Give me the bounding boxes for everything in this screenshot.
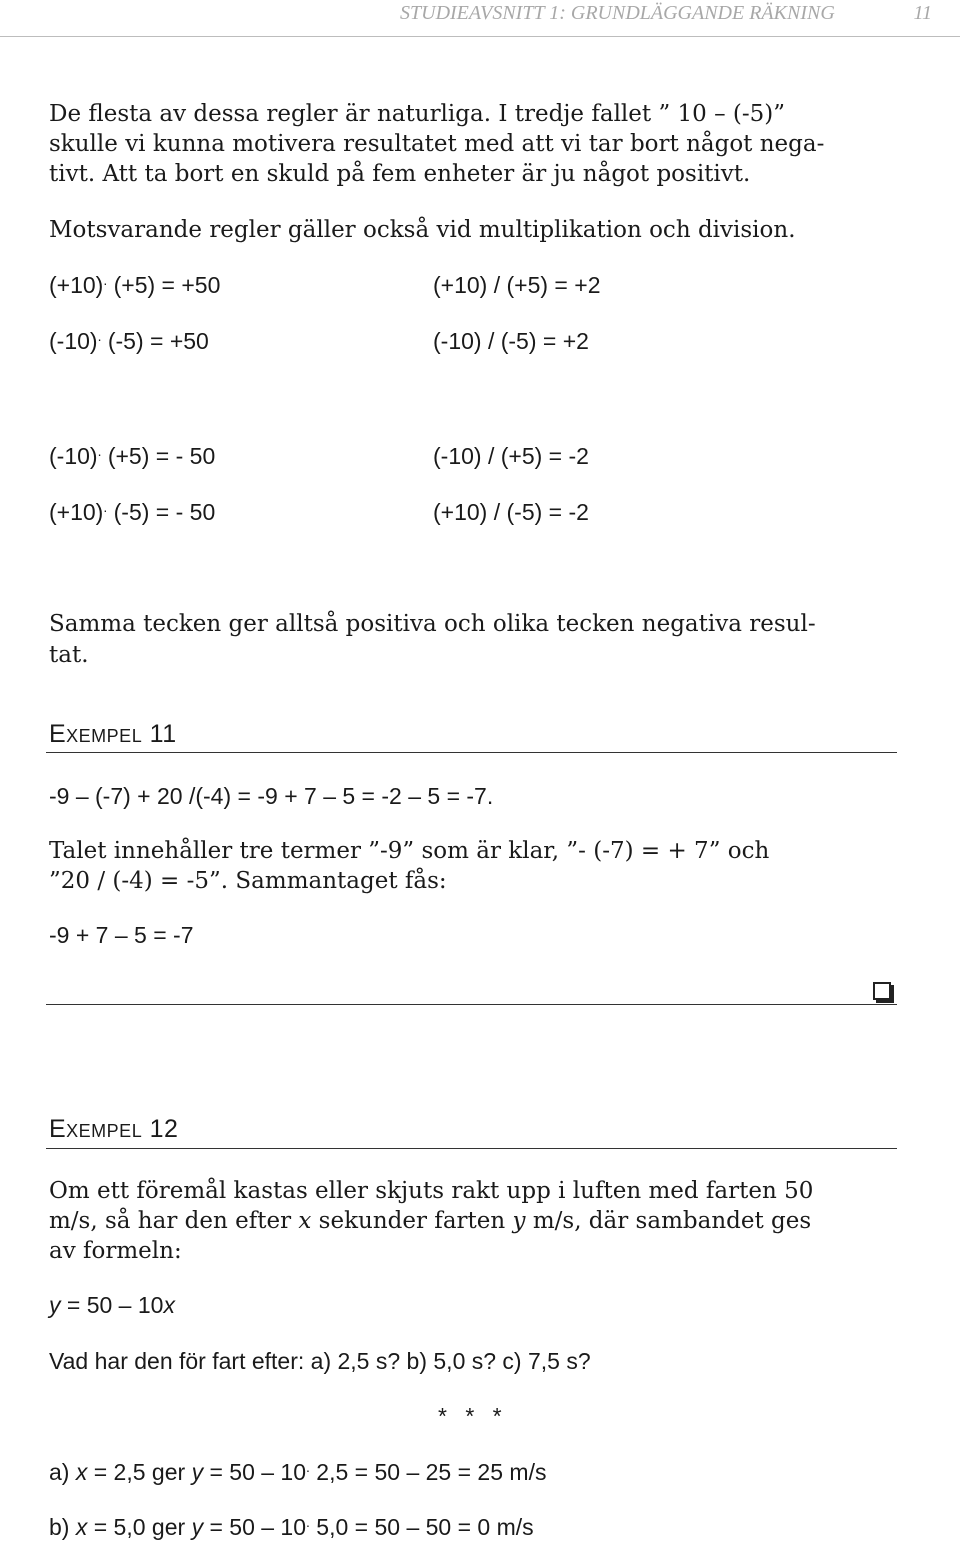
example-11-result: -9 + 7 – 5 = -7 bbox=[49, 922, 194, 948]
formula-part: = 50 – 10 bbox=[60, 1292, 164, 1318]
rule-div-3: (-10) / (+5) = -2 bbox=[433, 443, 589, 469]
header-rule bbox=[0, 36, 960, 37]
section-stars: * * * bbox=[438, 1403, 508, 1429]
mult-dot: . bbox=[97, 443, 102, 459]
variable-x: x bbox=[163, 1292, 175, 1318]
answer-b bbox=[49, 1514, 534, 1541]
answer-label: a) bbox=[49, 1459, 76, 1485]
rule-mult-4-right: (-5) = - 50 bbox=[113, 499, 216, 525]
variable-x: x bbox=[75, 1459, 88, 1485]
text-part: sekunder farten bbox=[311, 1208, 513, 1234]
answer-part: 5,0 = 50 – 50 = 0 m/s bbox=[309, 1514, 534, 1540]
answer-part: = 50 – 10 bbox=[203, 1459, 307, 1485]
example-11-top-rule bbox=[46, 752, 897, 753]
answer-part: = 50 – 10 bbox=[203, 1514, 307, 1540]
example-11-text-2: ”20 / (-4) = -5”. Sammantaget fås: bbox=[49, 868, 447, 894]
mult-dot: . bbox=[306, 1514, 310, 1530]
header-title: STUDIEAVSNITT 1: GRUNDLÄGGANDE RÄKNING bbox=[400, 2, 835, 24]
answer-part: = 2,5 ger bbox=[87, 1459, 192, 1485]
mult-dot: . bbox=[103, 272, 108, 288]
answer-part: 2,5 = 50 – 25 = 25 m/s bbox=[309, 1459, 547, 1485]
rule-mult-3 bbox=[49, 443, 215, 470]
example-12-text-3: av formeln: bbox=[49, 1238, 182, 1264]
rule-div-4: (+10) / (-5) = -2 bbox=[433, 499, 589, 525]
example-12-question: Vad har den för fart efter: a) 2,5 s? b) 5,0 s? c) 7,5 s? bbox=[49, 1348, 591, 1374]
intro-line-1: De flesta av dessa regler är naturliga. I tredje fallet ” 10 – (-5)” bbox=[49, 101, 786, 127]
intro-line-2: skulle vi kunna motivera resultatet med att vi tar bort något nega- bbox=[49, 131, 825, 157]
example-11-heading: Exempel 11 bbox=[49, 720, 177, 748]
intro-line-3: tivt. Att ta bort en skuld på fem enheter är ju något positivt. bbox=[49, 161, 751, 187]
example-11-text-1: Talet innehåller tre termer ”-9” som är klar, ”- (-7) = + 7” och bbox=[49, 838, 770, 864]
summary-line-2: tat. bbox=[49, 642, 89, 668]
rule-mult-2-right: (-5) = +50 bbox=[107, 328, 209, 354]
rule-mult-3-right: (+5) = - 50 bbox=[107, 443, 216, 469]
mult-dot: . bbox=[97, 328, 102, 344]
rule-mult-1 bbox=[49, 272, 220, 299]
variable-y: y bbox=[49, 1292, 61, 1318]
example-12-heading: Exempel 12 bbox=[49, 1115, 179, 1143]
answer-part: = 5,0 ger bbox=[87, 1514, 192, 1540]
variable-y: y bbox=[191, 1514, 204, 1540]
page-number: 11 bbox=[913, 2, 932, 24]
example-12-text-2 bbox=[49, 1206, 811, 1236]
end-of-example-box-icon bbox=[873, 982, 891, 1000]
rule-mult-2 bbox=[49, 328, 209, 355]
intro-line-4: Motsvarande regler gäller också vid multiplikation och division. bbox=[49, 217, 796, 243]
rule-div-2: (-10) / (-5) = +2 bbox=[433, 328, 589, 354]
rule-mult-3-left: (-10) bbox=[49, 443, 98, 469]
rule-mult-2-left: (-10) bbox=[49, 328, 98, 354]
example-12-text-1: Om ett föremål kastas eller skjuts rakt upp i luften med farten 50 bbox=[49, 1178, 814, 1204]
summary-line-1: Samma tecken ger alltså positiva och olika tecken negativa resul- bbox=[49, 611, 816, 637]
variable-x: x bbox=[298, 1208, 312, 1234]
text-part: m/s, där sambandet ges bbox=[525, 1208, 812, 1234]
rule-mult-4 bbox=[49, 499, 215, 526]
variable-y: y bbox=[191, 1459, 204, 1485]
example-11-expression: -9 – (-7) + 20 /(-4) = -9 + 7 – 5 = -2 – 5 = -7. bbox=[49, 783, 494, 809]
mult-dot: . bbox=[306, 1459, 310, 1475]
running-header bbox=[400, 2, 932, 25]
rule-mult-1-left: (+10) bbox=[49, 272, 104, 298]
example-11-bottom-rule bbox=[46, 1004, 897, 1005]
rule-div-1: (+10) / (+5) = +2 bbox=[433, 272, 601, 298]
example-12-formula bbox=[49, 1292, 175, 1319]
variable-x: x bbox=[75, 1514, 88, 1540]
answer-a bbox=[49, 1459, 546, 1486]
rule-mult-1-right: (+5) = +50 bbox=[113, 272, 221, 298]
variable-y: y bbox=[512, 1208, 526, 1234]
example-12-top-rule bbox=[46, 1148, 897, 1149]
rule-mult-4-left: (+10) bbox=[49, 499, 104, 525]
text-part: m/s, så har den efter bbox=[49, 1208, 299, 1234]
mult-dot: . bbox=[103, 499, 108, 515]
answer-label: b) bbox=[49, 1514, 76, 1540]
